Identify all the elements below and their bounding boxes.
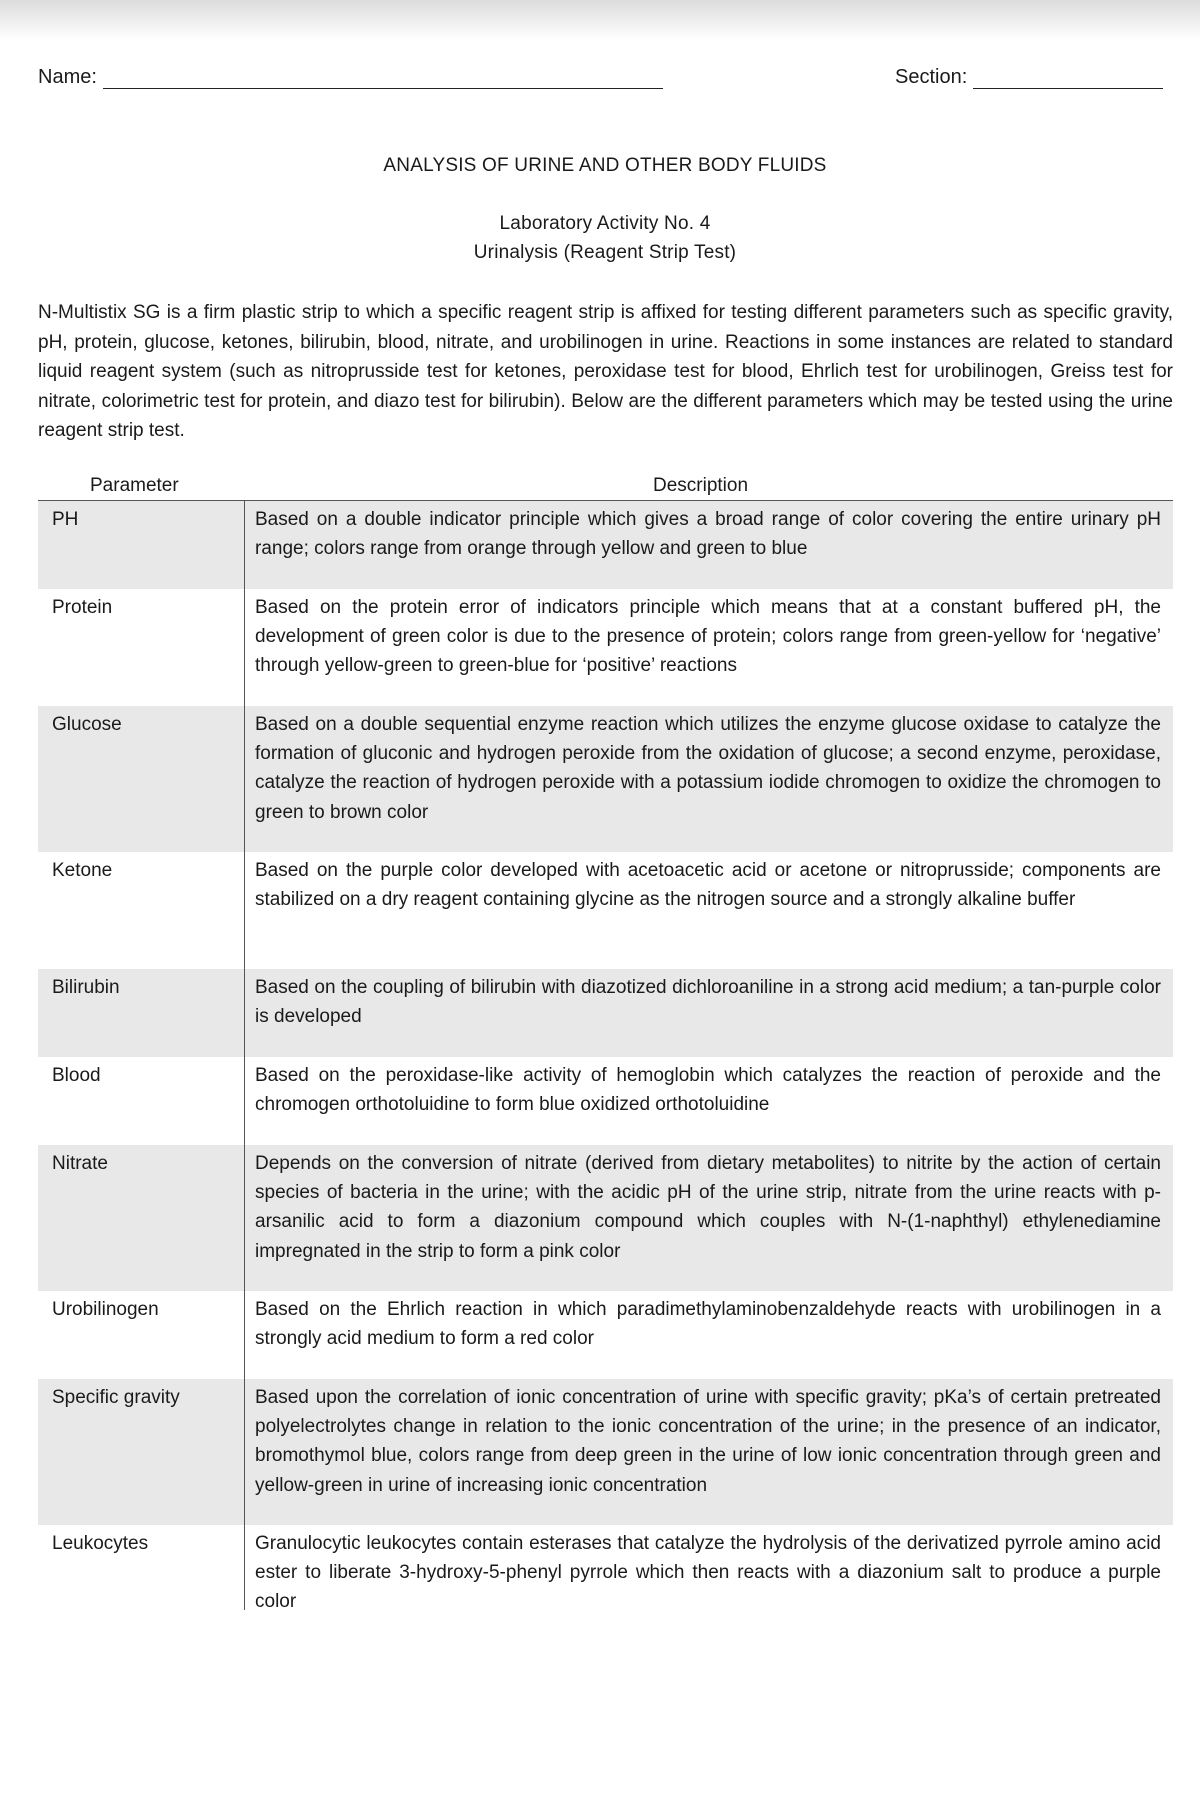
parameter-cell: PH (52, 509, 79, 530)
section-label: Section: (895, 66, 968, 88)
intro-paragraph: N-Multistix SG is a firm plastic strip to which a specific reagent strip is affixed for testing different parameters such as specific gravity, pH, protein, glucose, ketones, bilirubin, blood, nitrate, and urobilinogen in urine. Reactions in some instances are related to standard liquid reagent system (such as nitroprusside test for ketones, peroxidase test for blood, Ehrlich test for urobilinogen, Greiss test for nitrate, colorimetric test for protein, and diazo test for bilirubin). Below are the different parameters which may be tested using the urine reagent strip test. (38, 302, 1173, 441)
table-row (38, 1291, 1173, 1379)
parameter-cell: Specific gravity (52, 1387, 180, 1408)
table-row (38, 501, 1173, 589)
description-cell: Based on the protein error of indicators principle which means that at a constant buffered pH, the development of green color is due to the presence of protein; colors range from green-yellow for ‘negative’ through yellow-green to green-blue for ‘positive’ reactions (255, 597, 1161, 677)
parameter-column-header: Parameter (90, 475, 179, 496)
table-row (38, 1145, 1173, 1291)
activity-subtitle: Urinalysis (Reagent Strip Test) (473, 242, 737, 263)
parameter-cell: Protein (52, 597, 113, 618)
parameter-cell: Glucose (52, 714, 122, 735)
column-divider (244, 500, 245, 1610)
name-blank-line (103, 68, 663, 89)
parameter-cell: Leukocytes (52, 1533, 149, 1554)
name-label: Name: (38, 66, 97, 88)
table-row (38, 589, 1173, 706)
description-cell: Based on the coupling of bilirubin with diazotized dichloroaniline in a strong acid medium; a tan-purple color is developed (255, 977, 1161, 1028)
parameters-table (38, 500, 1173, 1613)
table-row (38, 706, 1173, 852)
description-cell: Based on a double indicator principle which gives a broad range of color covering the entire urinary pH range; colors range from orange through yellow and green to blue (255, 509, 1161, 560)
section-blank-line (973, 68, 1163, 89)
parameter-cell: Nitrate (52, 1153, 108, 1174)
scan-shadow (0, 0, 1200, 40)
document-title: ANALYSIS OF URINE AND OTHER BODY FLUIDS (383, 155, 827, 176)
name-field (38, 66, 663, 89)
description-column-header: Description (653, 475, 749, 496)
table-row (38, 969, 1173, 1057)
description-cell: Depends on the conversion of nitrate (derived from dietary metabolites) to nitrite by the action of certain species of bacteria in the urine; with the acidic pH of the urine strip, nitrate from the urine reacts with p-arsanilic acid to form a diazonium compound which couples with N-(1-naphthyl) ethylenediamine impregnated in the strip to form a pink color (255, 1153, 1161, 1262)
table-row (38, 1379, 1173, 1525)
parameter-cell: Blood (52, 1065, 101, 1086)
parameter-cell: Urobilinogen (52, 1299, 159, 1320)
table-row (38, 852, 1173, 969)
description-cell: Based on a double sequential enzyme reaction which utilizes the enzyme glucose oxidase to catalyze the formation of gluconic and hydrogen peroxide from the oxidation of glucose; a second enzyme, peroxidase, catalyze the reaction of hydrogen peroxide with a potassium iodide chromogen to oxidize the chromogen to green to brown color (255, 714, 1161, 823)
parameter-cell: Bilirubin (52, 977, 120, 998)
parameter-cell: Ketone (52, 860, 113, 881)
section-field (895, 66, 1163, 89)
table-row (38, 1525, 1173, 1613)
description-cell: Granulocytic leukocytes contain esterases that catalyze the hydrolysis of the derivatized pyrrole amino acid ester to liberate 3-hydroxy-5-phenyl pyrrole which then reacts with a diazonium salt to produce a purple color (255, 1533, 1161, 1613)
table-row (38, 1057, 1173, 1145)
description-cell: Based on the peroxidase-like activity of hemoglobin which catalyzes the reaction of peroxide and the chromogen orthotoluidine to form blue oxidized orthotoluidine (255, 1065, 1161, 1116)
activity-number: Laboratory Activity No. 4 (499, 213, 711, 234)
description-cell: Based on the Ehrlich reaction in which paradimethylaminobenzaldehyde reacts with urobilinogen in a strongly acid medium to form a red color (255, 1299, 1161, 1350)
description-cell: Based upon the correlation of ionic concentration of urine with specific gravity; pKa’s of certain pretreated polyelectrolytes change in relation to the ionic concentration of the urine; in the presence of an indicator, bromothymol blue, colors range from deep green in the urine of low ionic concentration through green and yellow-green in urine of increasing ionic concentration (255, 1387, 1161, 1496)
description-cell: Based on the purple color developed with acetoacetic acid or acetone or nitroprusside; components are stabilized on a dry reagent containing glycine as the nitrogen source and a strongly alkaline buffer (255, 860, 1161, 911)
